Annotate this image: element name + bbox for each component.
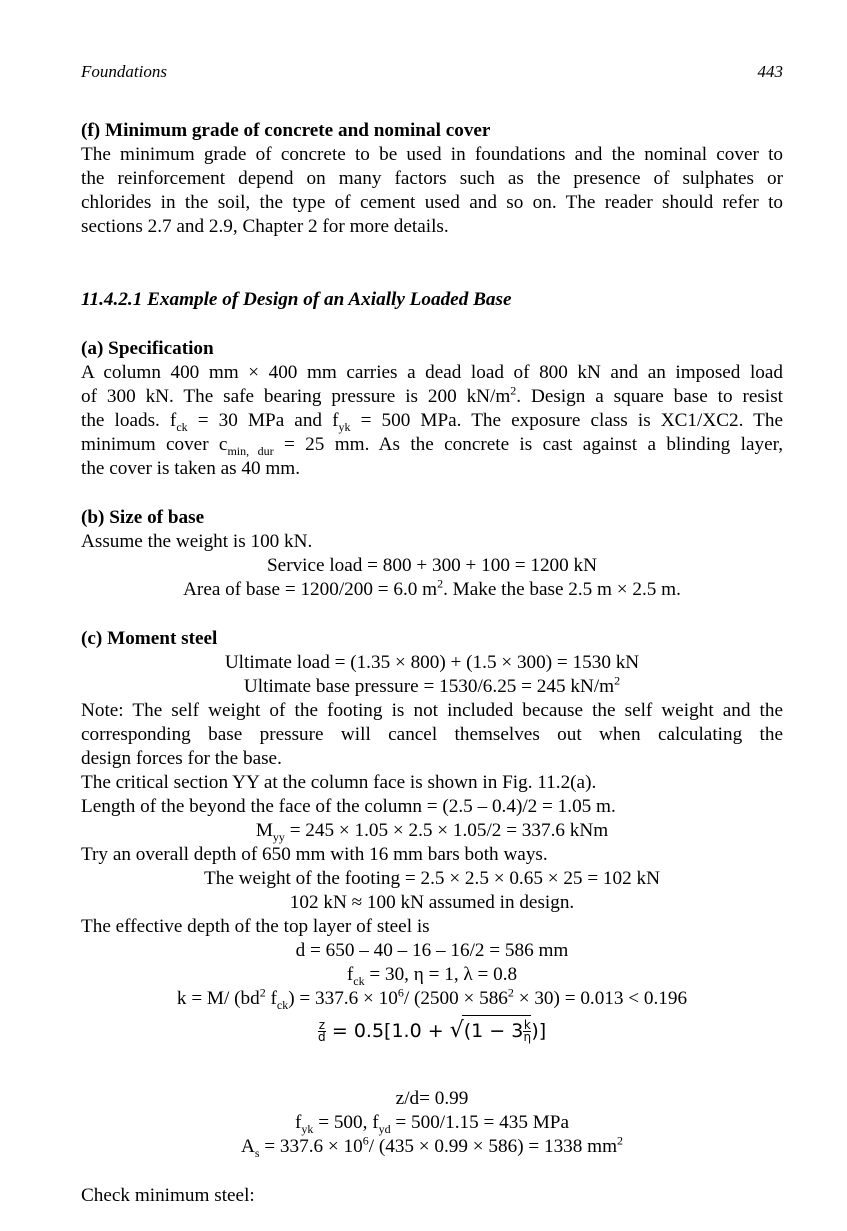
section-c-heading: (c) Moment steel [81,628,218,649]
sqrt-body: (1 − 3 $\frac{k}{\eta}$ [462,1015,532,1046]
header-title: Foundations [81,62,167,81]
steel-area-eq: $A_s = 337.6 \times 10^6/$ (435 × 0.99 × 586) = 1338 $mm^2$ [240,1133,624,1160]
section-b-heading: (b) Size of base [81,507,205,528]
ultimate-load-eq: Ultimate load = (1.35 × 800) + (1.5 × 300) = 1530 kN [224,652,640,673]
page-number: 443 [757,62,783,81]
note-line-1: Note: The self weight of the footing is not included because the self weight and the [81,700,783,721]
note-line-2: corresponding base pressure will cancel themselves out when calculating the [81,724,783,745]
length-beyond-text: Length of the beyond the face of the column = (2.5 – 0.4)/2 = 1.05 m. [81,796,616,817]
section-a-line-2: of 300 kN. The safe bearing pressure is 200 $kN/m^2$. Design a square base to resist [81,383,783,407]
section-f-line-1: The minimum grade of concrete to be used in foundations and the nominal cover to [81,144,783,165]
note-line-3: design forces for the base. [81,748,282,769]
service-load-eq: Service load = 800 + 300 + 100 = 1200 kN [267,555,597,576]
section-a-line-4: minimum cover $c_{min, dur} = 25$ mm. As the concrete is cast against a blinding layer, [81,434,783,458]
section-f-line-3: chlorides in the soil, the type of cement used and so on. The reader should refer to [81,192,783,213]
section-f-line-4: sections 2.7 and 2.9, Chapter 2 for more details. [81,216,449,237]
z-over-d-result: z/d= 0.99 [395,1088,469,1109]
effective-depth-text: The effective depth of the top layer of steel is [81,916,430,937]
lever-arm-formula: $\frac{z}{d}$ = 0.5[1.0 + √(1 − 3 $\frac{k}{\eta}$ )] [81,1015,783,1046]
ultimate-pressure-eq: Ultimate base pressure = 1530/6.25 = 245 $kN/m^2$ [243,673,621,697]
section-f-heading: (f) Minimum grade of concrete and nominal cover [81,120,491,141]
moment-eq: $M_{yy} = 245 \times 1.05 \times 2.5 \times 1.05/2 = 337.6$ kNm [255,820,609,844]
section-b-line-1: Assume the weight is 100 kN. [81,531,313,552]
effective-depth-eq: d = 650 – 40 – 16 – 16/2 = 586 mm [295,940,569,961]
section-a-heading: (a) Specification [81,338,214,359]
section-f-line-2: the reinforcement depend on many factors such as the presence of sulphates or [81,168,783,189]
page [81,0,783,1231]
area-of-base-eq: Area of base = 1200/200 = 6.0 $m^2$. Make the base 2.5 m × 2.5 m. [183,576,681,600]
parameters-eq: $f_{ck} = 30$, η = 1, λ = 0.8 [346,964,518,988]
critical-section-text: The critical section YY at the column face is shown in Fig. 11.2(a). [81,772,597,793]
running-header [81,62,783,82]
section-a-line-1: A column 400 mm × 400 mm carries a dead load of 800 kN and an imposed load [81,362,783,383]
weight-approx-eq: 102 kN ≈ 100 kN assumed in design. [289,892,575,913]
footing-weight-eq: The weight of the footing = 2.5 × 2.5 × 0.65 × 25 = 102 kN [204,868,660,889]
example-heading: 11.4.2.1 Example of Design of an Axially Loaded Base [81,289,512,310]
sqrt-sign: √ [449,1018,464,1043]
check-minimum-steel-text: Check minimum steel: [81,1185,255,1206]
steel-strength-eq: $f_{yk} = 500$, $f_{yd} = 500/1.15 = 435$ MPa [295,1112,569,1136]
section-a-line-3: the loads. $f_{ck} = 30$ MPa and $f_{yk} = 500$ MPa. The exposure class is XC1/XC2. The [81,410,783,434]
overall-depth-text: Try an overall depth of 650 mm with 16 mm bars both ways. [81,844,548,865]
z-over-d-fraction: $\frac{z}{d}$ [318,1018,326,1044]
section-a-line-5: the cover is taken as 40 mm. [81,458,300,479]
k-eq: k = M/ ($bd^2$ $f_{ck}) = 337.6 \times 10^6/$ $(2500 \times 586^2 \times 30) = 0.013 < 0.196$ [176,985,688,1012]
